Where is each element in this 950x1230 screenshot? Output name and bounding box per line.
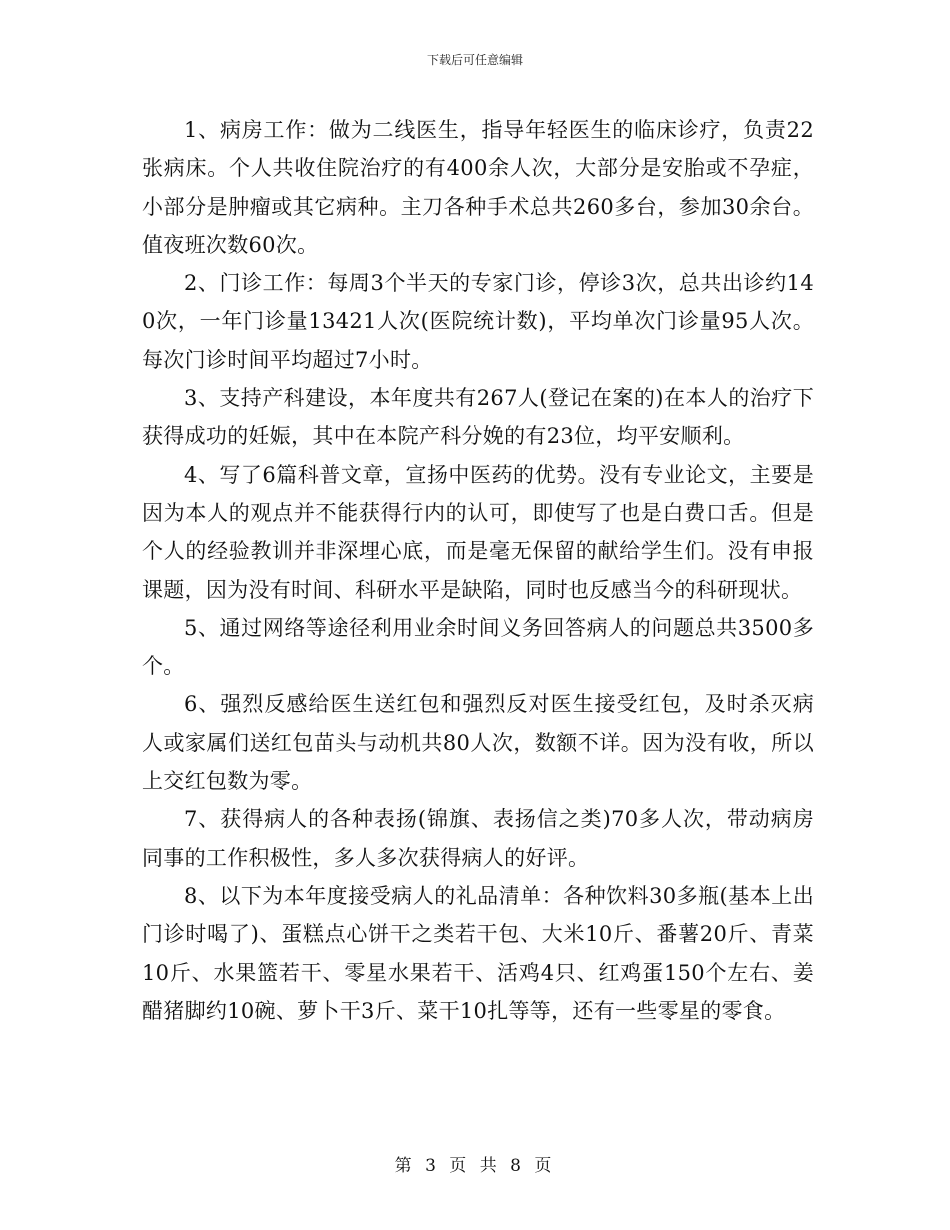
paragraph-6: 6、强烈反感给医生送红包和强烈反对医生接受红包，及时杀灭病人或家属们送红包苗头与动机共80人次，数额不详。因为没有收，所以上交红包数为零。 <box>142 692 814 794</box>
paragraph-1: 1、病房工作：做为二线医生，指导年轻医生的临床诊疗，负责22张病床。个人共收住院治疗的有400余人次，大部分是安胎或不孕症，小部分是肿瘤或其它病种。主刀各种手术总共260多台，参加30余台。值夜班次数60次。 <box>142 118 814 257</box>
paragraph-3: 3、支持产科建设，本年度共有267人(登记在案的)在本人的治疗下获得成功的妊娠，其中在本院产科分娩的有23位，均平安顺利。 <box>142 386 814 449</box>
page-header-note: 下载后可任意编辑 <box>426 53 523 67</box>
paragraph-8: 8、以下为本年度接受病人的礼品清单：各种饮料30多瓶(基本上出门诊时喝了)、蛋糕点心饼干之类若干包、大米10斤、番薯20斤、青菜10斤、水果篮若干、零星水果若干、活鸡4只、红鸡蛋150个左右、姜醋猪脚约10碗、萝卜干3斤、菜干10扎等等，还有一些零星的零食。 <box>142 883 814 1023</box>
paragraph-5: 5、通过网络等途径利用业余时间义务回答病人的问题总共3500多个。 <box>142 615 814 679</box>
page-number: 第 3 页 共 8 页 <box>394 1156 556 1176</box>
document-body <box>142 111 814 1030</box>
paragraph-4: 4、写了6篇科普文章，宣扬中医药的优势。没有专业论文，主要是因为本人的观点并不能获得行内的认可，即使写了也是白费口舌。但是个人的经验教训并非深埋心底，而是毫无保留的献给学生们。没有申报课题，因为没有时间、科研水平是缺陷，同时也反感当今的科研现状。 <box>142 462 814 602</box>
paragraph-2: 2、门诊工作：每周3个半天的专家门诊，停诊3次，总共出诊约140次，一年门诊量13421人次(医院统计数)，平均单次门诊量95人次。每次门诊时间平均超过7小时。 <box>142 271 814 372</box>
paragraph-7: 7、获得病人的各种表扬(锦旗、表扬信之类)70多人次，带动病房同事的工作积极性，多人多次获得病人的好评。 <box>142 807 814 870</box>
